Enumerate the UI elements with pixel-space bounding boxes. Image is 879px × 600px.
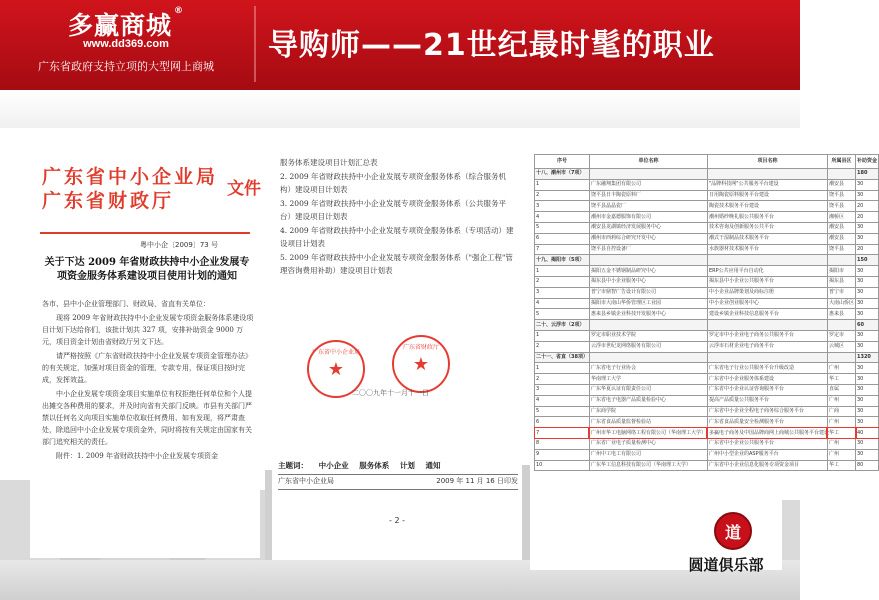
page-number: - 2 - xyxy=(389,516,405,525)
table-cell: 普宁市鼎智广告设计有限公司 xyxy=(589,287,707,298)
table-cell xyxy=(707,320,827,331)
attachment-item: 5. 2009 年省财政扶持中小企业发展专项资金服务体系（"强企工程"管理咨询费用补助）建设项目计划表 xyxy=(280,253,513,275)
table-cell: 3 xyxy=(535,287,590,298)
table-cell xyxy=(589,255,707,266)
sender-line2: 广东省财政厅 xyxy=(42,190,175,212)
table-region-row xyxy=(535,255,879,266)
table-cell: 广州市华工电脑网络工程有限公司（华南理工大学） xyxy=(589,428,707,439)
table-cell xyxy=(707,169,827,180)
attachment-item: 服务体系建设项目计划汇总表 xyxy=(280,158,378,167)
print-line xyxy=(278,476,518,490)
table-row xyxy=(535,417,879,428)
table-cell: 5 xyxy=(535,406,590,417)
table-cell: 揭阳市大南山华侨管理区工业园 xyxy=(589,298,707,309)
table-cell: 30 xyxy=(856,309,879,320)
attachment-list xyxy=(280,156,516,278)
table-cell: 技术咨询及创新服务公共平台 xyxy=(707,222,827,233)
table-cell xyxy=(707,352,827,363)
red-divider xyxy=(40,232,250,234)
table-cell: 广商 xyxy=(827,406,855,417)
table-row xyxy=(535,201,879,212)
table-cell: 揭阳五金不锈钢制品研究中心 xyxy=(589,266,707,277)
brand-logo: 多赢商城 ® xyxy=(67,6,184,40)
table-cell: 7 xyxy=(535,428,590,439)
table-row xyxy=(535,438,879,449)
top-banner xyxy=(0,0,800,90)
table-cell: 广州中工电工有限公司 xyxy=(589,449,707,460)
table-row xyxy=(535,460,879,471)
notice-title: 关于下达 2009 年省财政扶持中小企业发展专项资金服务体系建设项目使用计划的通知 xyxy=(44,257,250,282)
column-header: 所属县区 xyxy=(827,155,855,169)
table-cell: 180 xyxy=(856,169,879,180)
table-cell: 2 xyxy=(535,341,590,352)
table-cell: 饶平县晶晶瓷厂 xyxy=(589,201,707,212)
table-cell: 饶平县 xyxy=(827,201,855,212)
table-cell: 30 xyxy=(856,179,879,190)
table-cell: 广东省中小企业信息化服务专项资金项目 xyxy=(707,460,827,471)
table-cell: 广东省中小企业全程电子商务综合服务平台 xyxy=(707,406,827,417)
table-cell: 中小企业创业服务中心 xyxy=(707,298,827,309)
table-cell: 1 xyxy=(535,330,590,341)
body-paragraph: 现将 2009 年省财政扶持中小企业发展专项资金服务体系建设项目计划下达给你们，该批计划共 327 项，安排补助资金 9000 万元，项目资金计划由省财政厅另文下达。 xyxy=(42,314,254,346)
table-cell: 3 xyxy=(535,201,590,212)
brand-block xyxy=(0,0,252,90)
table-cell: 30 xyxy=(856,233,879,244)
table-cell: 二十、云浮市（2项） xyxy=(535,320,590,331)
table-row xyxy=(535,428,879,439)
sender-suffix: 文件 xyxy=(227,179,261,199)
table-cell: 潮安县 xyxy=(827,233,855,244)
table-cell: 10 xyxy=(535,460,590,471)
table-cell xyxy=(827,255,855,266)
table-row xyxy=(535,406,879,417)
table-cell: 多赢电子商务及中国品牌商网上商城公共服务平台建设 xyxy=(707,428,827,439)
table-row xyxy=(535,330,879,341)
table-row xyxy=(535,179,879,190)
table-row xyxy=(535,212,879,223)
table-row xyxy=(535,363,879,374)
table-cell: 潮安县龙湖镇经济发展服务中心 xyxy=(589,222,707,233)
table-row xyxy=(535,449,879,460)
doc-number: 粤中小企〔2009〕73 号 xyxy=(140,241,218,249)
table-cell: 2 xyxy=(535,374,590,385)
notice-body xyxy=(42,298,256,464)
column-header: 单位名称 xyxy=(589,155,707,169)
table-cell: 二十一、省直（38项） xyxy=(535,352,590,363)
table-cell: 广东省中小企业公共服务平台 xyxy=(707,438,827,449)
table-cell: 十九、揭阳市（5项） xyxy=(535,255,590,266)
club-brand xyxy=(666,512,786,592)
table-cell: 广东省电子电器产品质量检验中心 xyxy=(589,395,707,406)
table-cell: 惠来县乡镇企业科技开发服务中心 xyxy=(589,309,707,320)
project-table xyxy=(534,154,879,471)
table-row xyxy=(535,374,879,385)
table-cell: 十八、潮州市（7项） xyxy=(535,169,590,180)
table-cell: 7 xyxy=(535,244,590,255)
table-cell: 6 xyxy=(535,417,590,428)
topics-line xyxy=(278,460,518,475)
sender-line1: 广东省中小企业局 xyxy=(42,166,219,188)
table-cell: 4 xyxy=(535,395,590,406)
topics-label: 主题词： xyxy=(278,461,308,470)
table-row xyxy=(535,309,879,320)
table-cell: 40 xyxy=(856,428,879,439)
table-cell: 水族器材技术服务平台 xyxy=(707,244,827,255)
table-cell: 80 xyxy=(856,460,879,471)
table-cell: 广东省中小企业认证咨询服务平台 xyxy=(707,384,827,395)
table-cell: 30 xyxy=(856,449,879,460)
table-cell xyxy=(589,169,707,180)
table-cell: 潮州婚纱晚礼服公共服务平台 xyxy=(707,212,827,223)
table-region-row xyxy=(535,169,879,180)
table-cell: 广州 xyxy=(827,449,855,460)
brand-slogan: 广东省政府支持立项的大型网上商城 xyxy=(38,60,214,73)
table-cell: 建设乡镇企业科技信息服务平台 xyxy=(707,309,827,320)
table-cell: 日用陶瓷原料服务平台建设 xyxy=(707,190,827,201)
official-seal-finance-dept: 广东省财政厅 ★ xyxy=(392,335,450,393)
table-cell: 20 xyxy=(856,244,879,255)
table-cell: 广州 xyxy=(827,417,855,428)
table-cell: 惠来县 xyxy=(827,309,855,320)
column-header: 序号 xyxy=(535,155,590,169)
table-row xyxy=(535,276,879,287)
table-cell: 4 xyxy=(535,298,590,309)
table-cell: 30 xyxy=(856,438,879,449)
table-cell: 30 xyxy=(856,190,879,201)
table-row xyxy=(535,266,879,277)
table-row xyxy=(535,341,879,352)
table-cell: 罗定市职业技术学院 xyxy=(589,330,707,341)
table-cell: 饶平县 xyxy=(827,190,855,201)
table-cell: 华工 xyxy=(827,428,855,439)
stamp-date: 二〇〇九年十一月十一日 xyxy=(352,389,429,397)
table-row xyxy=(535,222,879,233)
table-cell: 饶平县 xyxy=(827,244,855,255)
table-cell: 广州 xyxy=(827,363,855,374)
table-cell: 云浮市世纪龙网络服务有限公司 xyxy=(589,341,707,352)
table-cell: 提高产品质量公共服务平台 xyxy=(707,395,827,406)
table-cell: 广东华工信息科技有限公司（华南理工大学） xyxy=(589,460,707,471)
headline: 导购师——21世纪最时髦的职业 xyxy=(268,28,715,63)
table-cell: 1 xyxy=(535,179,590,190)
table-cell: 广东省电子行业协会 xyxy=(589,363,707,374)
table-row xyxy=(535,395,879,406)
official-seal-sme-bureau: 广东省中小企业局 ★ xyxy=(307,340,365,398)
table-cell: 30 xyxy=(856,363,879,374)
table-cell: 广州 xyxy=(827,438,855,449)
notice-document-page2 xyxy=(272,150,522,560)
table-cell: 罗定市中小企业电子商务公共服务平台 xyxy=(707,330,827,341)
table-cell: 30 xyxy=(856,395,879,406)
table-cell: 华南理工大学 xyxy=(589,374,707,385)
table-cell: 广东商学院 xyxy=(589,406,707,417)
table-cell: 30 xyxy=(856,406,879,417)
table-cell: 3 xyxy=(535,384,590,395)
table-row xyxy=(535,298,879,309)
table-cell xyxy=(827,169,855,180)
club-logo: 道 xyxy=(714,512,752,550)
table-cell: 1 xyxy=(535,363,590,374)
table-cell: 广东省电子行业公共服务平台升级改造 xyxy=(707,363,827,374)
table-cell: 30 xyxy=(856,384,879,395)
table-row xyxy=(535,287,879,298)
table-row xyxy=(535,190,879,201)
table-cell: "品牌科技网"公共服务平台建设 xyxy=(707,179,827,190)
notice-document-page1 xyxy=(30,148,260,558)
table-cell: 150 xyxy=(856,255,879,266)
column-header: 补助资金 xyxy=(856,155,879,169)
table-cell xyxy=(589,320,707,331)
print-issuer: 广东省中小企业局 xyxy=(278,477,334,485)
table-cell: 20 xyxy=(856,201,879,212)
table-cell: 4 xyxy=(535,212,590,223)
table-cell: 6 xyxy=(535,233,590,244)
table-cell: 华工 xyxy=(827,374,855,385)
table-row xyxy=(535,244,879,255)
table-cell: 30 xyxy=(856,222,879,233)
project-table-document xyxy=(530,150,878,570)
brand-url: www.dd369.com xyxy=(83,38,169,50)
table-cell: 8 xyxy=(535,438,590,449)
table-cell: 湘桥区 xyxy=(827,212,855,223)
table-cell: 1 xyxy=(535,266,590,277)
column-header: 项目名称 xyxy=(707,155,827,169)
topic-term: 服务体系 xyxy=(359,461,390,470)
banner-divider xyxy=(254,6,256,82)
table-header-row xyxy=(535,155,879,169)
table-cell: 2 xyxy=(535,276,590,287)
body-paragraph: 中小企业发展专项资金项目实施单位有权拒绝任何单位和个人提出摊交各种费用的要求，并及时向省有关部门反映。市县有关部门严禁以任何名义向项目实施单位收取任何费用、如有发现，将严肃查处，除追回中小企业发展专项资金外，同时将按有关规定由国家有关部门追究相关的责任。 xyxy=(42,390,252,446)
table-cell: 潮安县 xyxy=(827,179,855,190)
table-cell: 30 xyxy=(856,341,879,352)
table-cell: 普宁市 xyxy=(827,287,855,298)
table-cell: 揭东县 xyxy=(827,276,855,287)
table-cell: 广东融翔集团有限公司 xyxy=(589,179,707,190)
print-date: 2009 年 11 月 16 日印发 xyxy=(436,477,518,485)
attachment-item: 4. 2009 年省财政扶持中小企业发展专项资金服务体系（专项活动）建设项目计划表 xyxy=(280,226,514,248)
table-cell: 60 xyxy=(856,320,879,331)
topic-term: 中小企业 xyxy=(318,461,349,470)
table-cell: 广东省中小企业服务体系建设 xyxy=(707,374,827,385)
table-region-row xyxy=(535,352,879,363)
table-cell: 揭东县中小企业服务中心 xyxy=(589,276,707,287)
attachment-item: 2. 2009 年省财政扶持中小企业发展专项资金服务体系（综合服务机构）建设项目计划表 xyxy=(280,172,507,194)
table-cell xyxy=(827,320,855,331)
table-row xyxy=(535,233,879,244)
table-cell: 云浮市石材企业电子商务平台 xyxy=(707,341,827,352)
topic-term: 计划 xyxy=(399,461,415,470)
table-cell: 陶瓷技术服务平台建设 xyxy=(707,201,827,212)
table-cell: 30 xyxy=(856,374,879,385)
table-cell: 广州 xyxy=(827,395,855,406)
table-cell: 潮式干湿制品技术服务平台 xyxy=(707,233,827,244)
table-cell: 30 xyxy=(856,276,879,287)
attachment-line: 附件：1. 2009 年省财政扶持中小企业发展专项资金 xyxy=(56,452,218,460)
table-cell: 广东省食品质量安全检测服务平台 xyxy=(707,417,827,428)
table-cell: 揭阳市 xyxy=(827,266,855,277)
table-cell: 潮安县 xyxy=(827,222,855,233)
attachment-item: 3. 2009 年省财政扶持中小企业发展专项资金服务体系（公共服务平台）建设项目计划表 xyxy=(280,199,507,221)
table-cell: 30 xyxy=(856,330,879,341)
table-cell: 广东省广业电子质量检测中心 xyxy=(589,438,707,449)
table-cell: 2 xyxy=(535,190,590,201)
table-cell xyxy=(827,352,855,363)
table-cell: 揭东县中小企业公共服务平台 xyxy=(707,276,827,287)
table-cell: 直属 xyxy=(827,384,855,395)
body-paragraph: 请严格按照《广东省财政扶持中小企业发展专项资金管理办法》的有关规定，加强对项目资金的管理，专款专用，保证项目按时完成，发挥效益。 xyxy=(42,352,252,384)
table-cell: 1320 xyxy=(856,352,879,363)
table-cell: 30 xyxy=(856,298,879,309)
table-cell: 华工 xyxy=(827,460,855,471)
table-cell: 大南山侨区 xyxy=(827,298,855,309)
table-row xyxy=(535,384,879,395)
table-region-row xyxy=(535,320,879,331)
table-cell: 罗定市 xyxy=(827,330,855,341)
table-cell: 9 xyxy=(535,449,590,460)
table-cell: 30 xyxy=(856,287,879,298)
table-cell: 云城区 xyxy=(827,341,855,352)
table-cell: 广州中小型企业的ASP服务平台 xyxy=(707,449,827,460)
topic-term: 通知 xyxy=(425,461,441,470)
table-cell: 5 xyxy=(535,222,590,233)
table-cell: 广东省食品质量监督检验站 xyxy=(589,417,707,428)
table-cell xyxy=(707,255,827,266)
table-cell: 30 xyxy=(856,266,879,277)
table-cell: 5 xyxy=(535,309,590,320)
table-cell: 潮州市西莉综合研究开发中心 xyxy=(589,233,707,244)
table-cell: 20 xyxy=(856,212,879,223)
club-name: 圆道俱乐部 xyxy=(688,556,764,574)
table-cell: 饶平县日丰陶瓷原料厂 xyxy=(589,190,707,201)
table-cell: 中小企业品牌策划及商标注册 xyxy=(707,287,827,298)
table-cell: 30 xyxy=(856,417,879,428)
table-cell xyxy=(589,352,707,363)
table-cell: ERP公共应用平台自动化 xyxy=(707,266,827,277)
table-cell: 潮州市金嘉德服饰有限公司 xyxy=(589,212,707,223)
salutation: 各市、县中小企业管理部门、财政局，省直有关单位： xyxy=(42,300,210,308)
table-cell: 饶平县自控设备厂 xyxy=(589,244,707,255)
table-cell: 广东华夏认证有限责任公司 xyxy=(589,384,707,395)
decorative-bar xyxy=(0,90,800,128)
